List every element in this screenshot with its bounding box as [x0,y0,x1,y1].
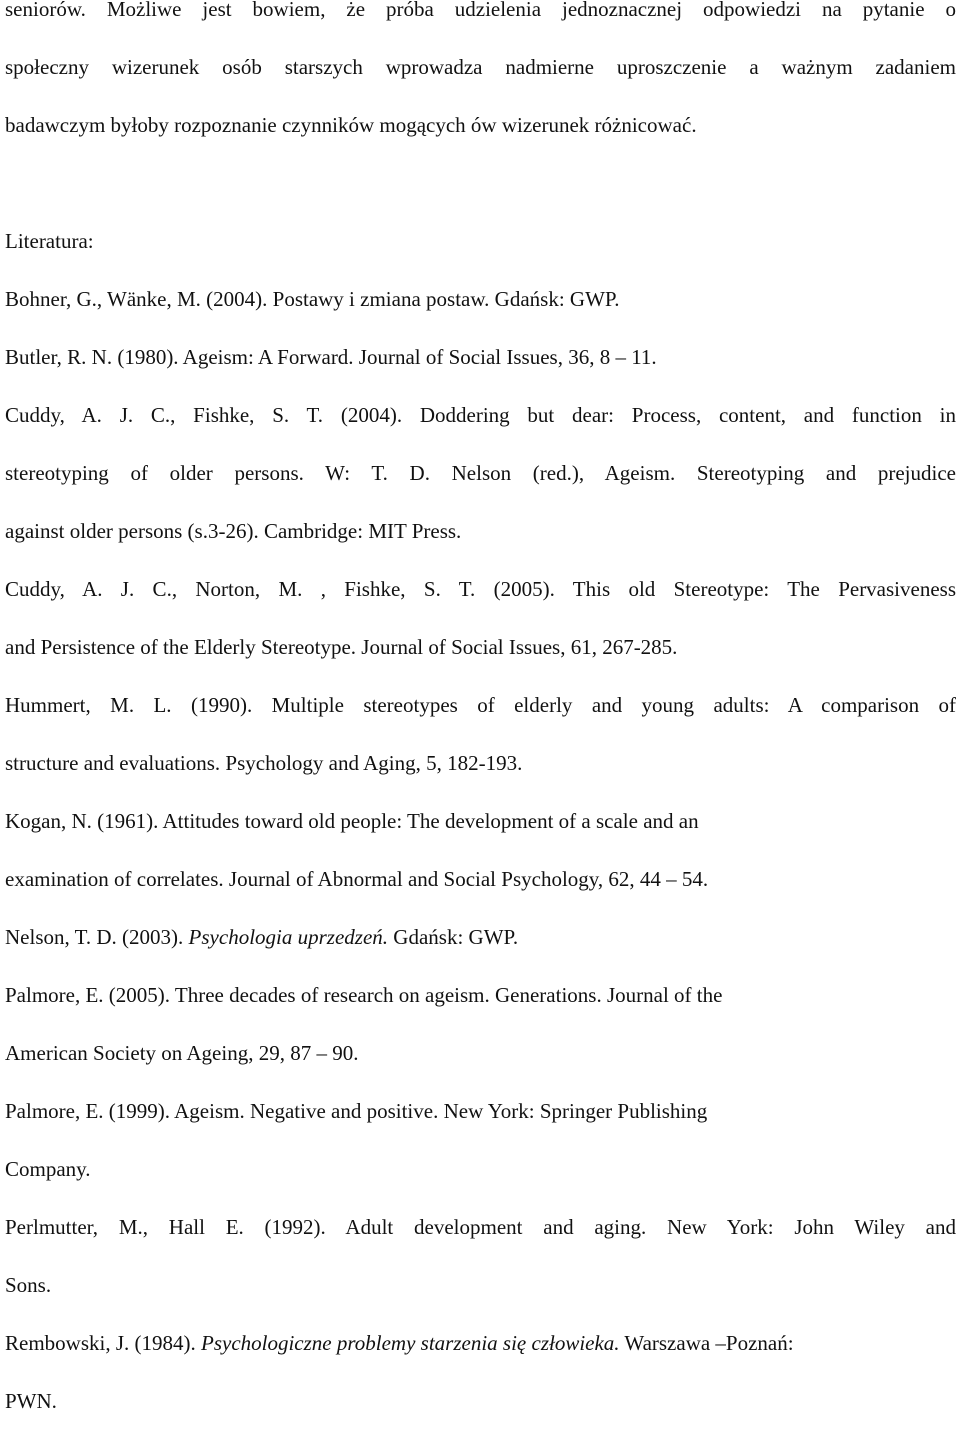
reference-hummert-line-1: Hummert, M. L. (1990). Multiple stereotypes of elderly and young adults: A comparison of [5,693,956,717]
reference-nelson-title: Psychologia uprzedzeń. [188,925,389,949]
reference-cuddy-2004-line-1: Cuddy, A. J. C., Fishke, S. T. (2004). Doddering but dear: Process, content, and function in [5,403,956,427]
reference-perlmutter-line-2: Sons. [5,1273,52,1297]
reference-kogan-line-1: Kogan, N. (1961). Attitudes toward old people: The development of a scale and an [5,809,699,833]
reference-hummert-line-2: structure and evaluations. Psychology and Aging, 5, 182-193. [5,751,523,775]
reference-cuddy-2005-line-1: Cuddy, A. J. C., Norton, M. , Fishke, S. T. (2005). This old Stereotype: The Pervasiveness [5,577,956,601]
literature-heading: Literatura: [5,229,94,253]
intro-line-3: badawczym byłoby rozpoznanie czynników mogących ów wizerunek różnicować. [5,113,697,137]
reference-cuddy-2004-line-2: stereotyping of older persons. W: T. D. Nelson (red.), Ageism. Stereotyping and prejudice [5,461,956,485]
intro-line-1: seniorów. Możliwe jest bowiem, że próba udzielenia jednoznacznej odpowiedzi na pytanie o [5,0,956,21]
reference-cuddy-2004-line-3: against older persons (s.3-26). Cambridge: MIT Press. [5,519,462,543]
reference-rembowski-title: Psychologiczne problemy starzenia się człowieka. [201,1331,620,1355]
reference-butler: Butler, R. N. (1980). Ageism: A Forward. Journal of Social Issues, 36, 8 – 11. [5,345,657,369]
reference-rembowski-publisher: Warszawa –Poznań: [619,1331,794,1355]
reference-rembowski-authors: Rembowski, J. (1984). [5,1331,201,1355]
reference-bohner: Bohner, G., Wänke, M. (2004). Postawy i zmiana postaw. Gdańsk: GWP. [5,287,620,311]
reference-rembowski-line-1 [5,1328,956,1358]
reference-nelson-publisher: Gdańsk: GWP. [388,925,519,949]
reference-palmore-1999-line-2: Company. [5,1157,91,1181]
reference-perlmutter-line-1: Perlmutter, M., Hall E. (1992). Adult development and aging. New York: John Wiley and [5,1215,956,1239]
intro-line-2: społeczny wizerunek osób starszych wprowadza nadmierne uproszczenie a ważnym zadaniem [5,55,956,79]
reference-kogan-line-2: examination of correlates. Journal of Abnormal and Social Psychology, 62, 44 – 54. [5,867,709,891]
reference-rembowski-line-2: PWN. [5,1389,57,1413]
reference-palmore-2005-line-2: American Society on Ageing, 29, 87 – 90. [5,1041,359,1065]
reference-cuddy-2005-line-2: and Persistence of the Elderly Stereotype. Journal of Social Issues, 61, 267-285. [5,635,678,659]
reference-palmore-2005-line-1: Palmore, E. (2005). Three decades of research on ageism. Generations. Journal of the [5,983,723,1007]
reference-nelson [5,922,956,952]
reference-nelson-authors: Nelson, T. D. (2003). [5,925,189,949]
reference-palmore-1999-line-1: Palmore, E. (1999). Ageism. Negative and positive. New York: Springer Publishing [5,1099,708,1123]
